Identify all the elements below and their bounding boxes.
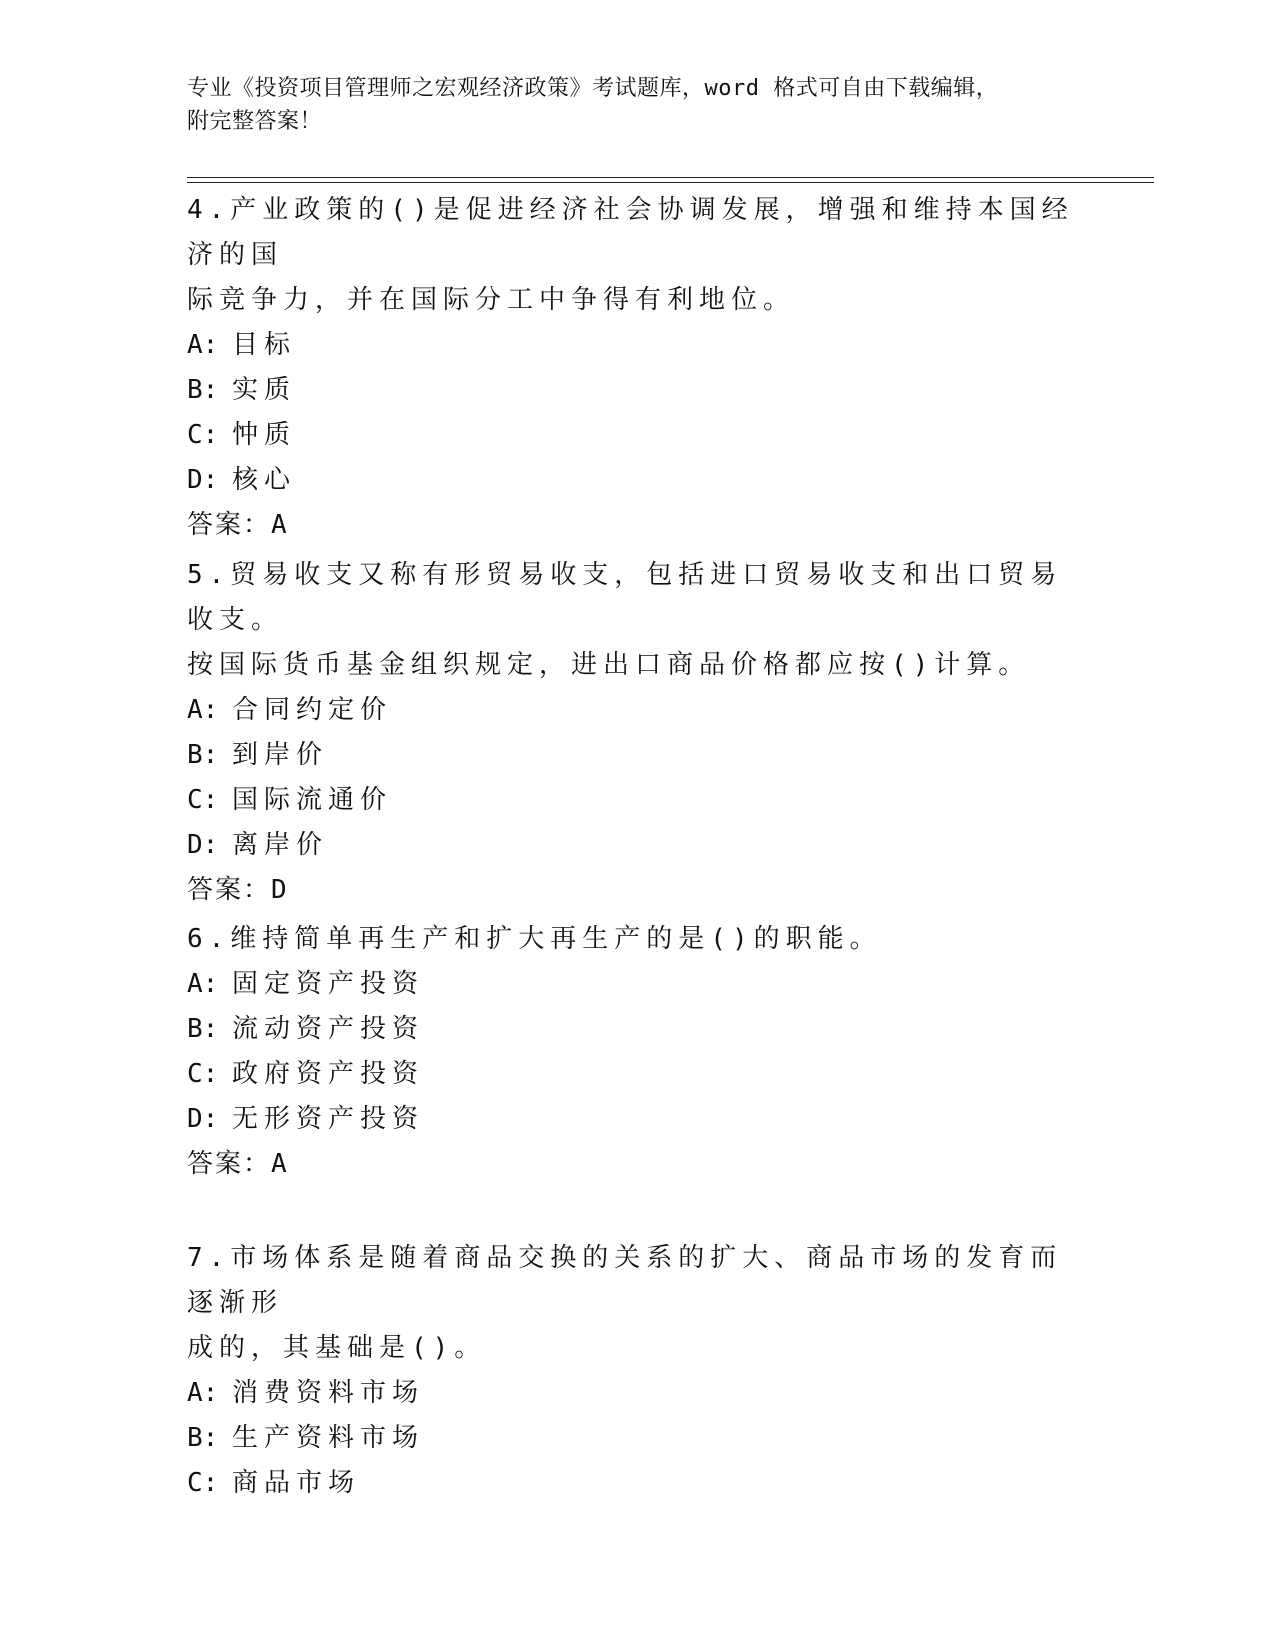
option-text: 目标 <box>232 330 297 360</box>
option-key: B: <box>187 740 219 770</box>
option-text: 固定资产投资 <box>232 969 425 999</box>
header-divider-bottom <box>187 182 1154 183</box>
option-key: D: <box>187 830 219 860</box>
option-text: 消费资料市场 <box>232 1378 425 1408</box>
option-key: A: <box>187 330 219 360</box>
option-a <box>187 1371 1087 1416</box>
answer-label: 答案： <box>187 875 272 905</box>
option-text: 核心 <box>232 465 297 495</box>
header-line-1: 专业《投资项目管理师之宏观经济政策》考试题库，word 格式可自由下载编辑， <box>187 76 999 101</box>
option-text: 生产资料市场 <box>232 1423 425 1453</box>
option-text: 合同约定价 <box>232 695 393 725</box>
option-text: 忡质 <box>232 420 297 450</box>
answer <box>187 1142 1087 1187</box>
question-5 <box>187 553 1087 913</box>
answer-label: 答案： <box>187 510 272 540</box>
option-key: C: <box>187 1468 219 1498</box>
option-c <box>187 778 1087 823</box>
question-text-line: 6.维持简单再生产和扩大再生产的是()的职能。 <box>187 924 882 954</box>
document-header <box>187 72 1147 138</box>
option-key: B: <box>187 1423 219 1453</box>
option-text: 国际流通价 <box>232 785 393 815</box>
option-key: B: <box>187 1014 219 1044</box>
answer-label: 答案： <box>187 1149 272 1179</box>
question-text-line: 成的，其基础是()。 <box>187 1333 487 1363</box>
answer-value: A <box>271 510 289 540</box>
option-key: D: <box>187 1104 219 1134</box>
answer-value: D <box>271 875 289 905</box>
question-text-line: 4.产业政策的()是促进经济社会协调发展，增强和维持本国经济的国 <box>187 195 1074 270</box>
option-key: A: <box>187 1378 219 1408</box>
option-c <box>187 1052 1087 1097</box>
option-text: 政府资产投资 <box>232 1059 425 1089</box>
option-a <box>187 323 1087 368</box>
question-4 <box>187 188 1087 548</box>
option-text: 到岸价 <box>232 740 329 770</box>
header-line-2: 附完整答案！ <box>187 109 323 134</box>
answer-value: A <box>271 1149 289 1179</box>
option-key: A: <box>187 969 219 999</box>
question-text-line: 际竞争力，并在国际分工中争得有利地位。 <box>187 285 796 315</box>
option-b <box>187 1007 1087 1052</box>
option-text: 无形资产投资 <box>232 1104 425 1134</box>
answer <box>187 503 1087 548</box>
question-text-line: 按国际货币基金组织规定，进出口商品价格都应按()计算。 <box>187 650 1031 680</box>
option-a <box>187 962 1087 1007</box>
answer <box>187 868 1087 913</box>
option-b <box>187 368 1087 413</box>
question-text-line: 5.贸易收支又称有形贸易收支，包括进口贸易收支和出口贸易收支。 <box>187 560 1063 635</box>
option-c <box>187 1461 1087 1506</box>
option-d <box>187 458 1087 503</box>
question-6 <box>187 917 1087 1187</box>
option-key: A: <box>187 695 219 725</box>
option-key: C: <box>187 420 219 450</box>
option-key: C: <box>187 1059 219 1089</box>
option-a <box>187 688 1087 733</box>
option-c <box>187 413 1087 458</box>
option-text: 实质 <box>232 375 297 405</box>
option-b <box>187 1416 1087 1461</box>
option-text: 流动资产投资 <box>232 1014 425 1044</box>
option-key: B: <box>187 375 219 405</box>
option-key: C: <box>187 785 219 815</box>
option-text: 离岸价 <box>232 830 329 860</box>
question-text-line: 7.市场体系是随着商品交换的关系的扩大、商品市场的发育而逐渐形 <box>187 1243 1063 1318</box>
question-7 <box>187 1236 1087 1506</box>
option-key: D: <box>187 465 219 495</box>
option-b <box>187 733 1087 778</box>
option-text: 商品市场 <box>232 1468 361 1498</box>
option-d <box>187 1097 1087 1142</box>
header-divider-top <box>187 177 1154 178</box>
option-d <box>187 823 1087 868</box>
